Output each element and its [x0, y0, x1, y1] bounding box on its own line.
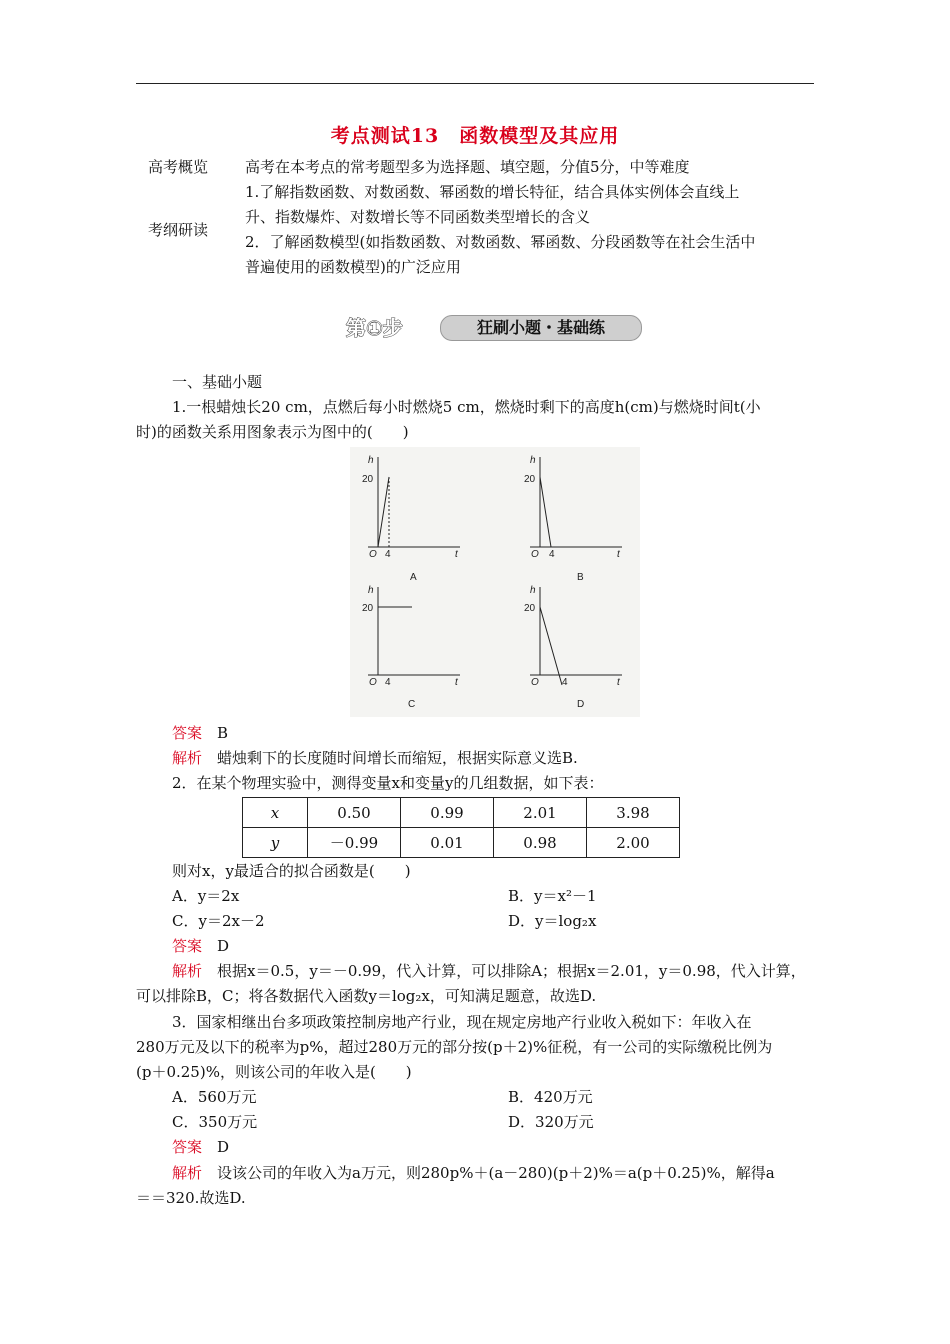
- q1-analysis: [172, 748, 578, 768]
- q3-answer-label: 答案: [172, 1138, 203, 1156]
- overview-line-2: 升、指数爆炸、对数增长等不同函数类型增长的含义: [245, 208, 591, 226]
- table-cell: y: [243, 828, 308, 858]
- q1-graph-options: [350, 447, 640, 717]
- q3-line-1: 3．国家相继出台多项政策控制房地产行业，现在规定房地产行业收入税如下：年收入在: [172, 1013, 752, 1031]
- q2-data-table: [242, 797, 680, 858]
- q1-line-1: 1.一根蜡烛长20 cm，点燃后每小时燃烧5 cm，燃烧时剩下的高度h(cm)与燃烧时间t(小: [172, 398, 761, 416]
- q2-option-c: C．y＝2x－2: [172, 912, 265, 930]
- graph-d-h-label: h: [530, 585, 536, 596]
- q2-after: 则对x，y最适合的拟合函数是( ): [172, 862, 411, 880]
- table-cell: x: [243, 798, 308, 828]
- graph-d-20: 20: [524, 603, 536, 614]
- q2-analysis-text-1: 根据x＝0.5，y＝－0.99，代入计算，可以排除A；根据x＝2.01，y＝0.98，代入计算，: [217, 962, 806, 980]
- q2-option-b: B．y＝x²－1: [508, 887, 597, 905]
- q2-stem: 2．在某个物理实验中，测得变量x和变量y的几组数据，如下表：: [172, 774, 604, 792]
- graph-d-4: 4: [562, 677, 568, 688]
- graph-d-label: D: [577, 699, 585, 710]
- graph-c-o: O: [369, 677, 377, 688]
- table-cell: －0.99: [308, 828, 401, 858]
- graph-a-label: A: [410, 572, 417, 583]
- graph-a-h-label: h: [368, 455, 374, 466]
- q2-option-d: D．y＝log₂x: [508, 912, 597, 930]
- table-cell: 3.98: [587, 798, 680, 828]
- q3-answer-value: D: [217, 1138, 230, 1156]
- q3-option-c: C．350万元: [172, 1113, 258, 1131]
- q2-analysis-text-2: 可以排除B，C；将各数据代入函数y＝log₂x，可知满足题意，故选D.: [136, 987, 597, 1005]
- q1-answer-value: B: [217, 724, 229, 742]
- overview-line-3: 2．了解函数模型(如指数函数、对数函数、幂函数、分段函数等在社会生活中: [245, 233, 756, 251]
- overview-line-4: 普遍使用的函数模型)的广泛应用: [245, 258, 461, 276]
- q2-option-a: A．y＝2x: [172, 887, 240, 905]
- graph-a-t: t: [455, 549, 458, 560]
- graph-a-line-up: [378, 477, 389, 547]
- overview-label-2: 考纲研读: [148, 221, 209, 239]
- graph-c-label: C: [408, 699, 416, 710]
- q1-answer-label: 答案: [172, 724, 203, 742]
- graph-d-line-down: [540, 607, 562, 685]
- header-rule: [136, 83, 814, 84]
- graph-b-4: 4: [549, 549, 555, 560]
- q3-option-d: D．320万元: [508, 1113, 594, 1131]
- table-cell: 2.00: [587, 828, 680, 858]
- table-cell: 0.50: [308, 798, 401, 828]
- q3-analysis: [172, 1163, 775, 1183]
- q3-line-2: 280万元及以下的税率为p%，超过280万元的部分按(p＋2)%征税，有一公司的实际缴税比例为: [136, 1038, 773, 1056]
- q2-answer-label: 答案: [172, 937, 203, 955]
- q3-option-a: A．560万元: [172, 1088, 257, 1106]
- overview-line-1: 1.了解指数函数、对数函数、幂函数的增长特征，结合具体实例体会直线上: [245, 183, 740, 201]
- graph-a-o: O: [369, 549, 377, 560]
- q2-answer: [172, 936, 229, 956]
- section-heading: 一、基础小题: [172, 373, 263, 391]
- graph-b-line-down: [540, 477, 551, 547]
- q3-analysis-label: 解析: [172, 1164, 203, 1182]
- page-title: 考点测试13 函数模型及其应用: [330, 125, 620, 147]
- overview-label-1: 高考概览: [148, 158, 209, 176]
- step-subtitle-pill: [440, 315, 642, 341]
- step-banner: [346, 312, 646, 342]
- q1-line-2: 时)的函数关系用图象表示为图中的( ): [136, 423, 409, 441]
- q3-option-b: B．420万元: [508, 1088, 593, 1106]
- graph-b-label: B: [577, 572, 584, 583]
- graph-b-o: O: [531, 549, 539, 560]
- q1-analysis-label: 解析: [172, 749, 203, 767]
- q1-answer: [172, 723, 228, 743]
- graph-d-o: O: [531, 677, 539, 688]
- table-cell: 0.98: [494, 828, 587, 858]
- graph-a-20: 20: [362, 474, 374, 485]
- graph-c-h-label: h: [368, 585, 374, 596]
- q2-analysis: [172, 961, 806, 981]
- table-cell: 2.01: [494, 798, 587, 828]
- q2-analysis-label: 解析: [172, 962, 203, 980]
- table-cell: 0.01: [401, 828, 494, 858]
- table-row-y: [243, 828, 680, 858]
- q3-answer: [172, 1137, 229, 1157]
- graph-b-20: 20: [524, 474, 536, 485]
- step-subtitle: 狂刷小题・基础练: [476, 318, 605, 337]
- q2-answer-value: D: [217, 937, 230, 955]
- q3-analysis-text-2: ＝＝320.故选D.: [136, 1189, 246, 1207]
- graph-c-t: t: [455, 677, 458, 688]
- graph-c-20: 20: [362, 603, 374, 614]
- q3-analysis-text-1: 设该公司的年收入为a万元，则280p%＋(a－280)(p＋2)%＝a(p＋0.25)%，解得a: [217, 1164, 775, 1182]
- graph-c-4: 4: [385, 677, 391, 688]
- graph-d-t: t: [617, 677, 620, 688]
- overview-text-1: 高考在本考点的常考题型多为选择题、填空题，分值5分，中等难度: [245, 158, 690, 176]
- step-label: 第①步: [346, 316, 403, 340]
- table-cell: 0.99: [401, 798, 494, 828]
- graph-b-h-label: h: [530, 455, 536, 466]
- q3-line-3: (p＋0.25)%，则该公司的年收入是( ): [136, 1063, 412, 1081]
- graph-a-4: 4: [385, 549, 391, 560]
- graph-b-t: t: [617, 549, 620, 560]
- q1-analysis-text: 蜡烛剩下的长度随时间增长而缩短，根据实际意义选B.: [217, 749, 578, 767]
- table-row-x: [243, 798, 680, 828]
